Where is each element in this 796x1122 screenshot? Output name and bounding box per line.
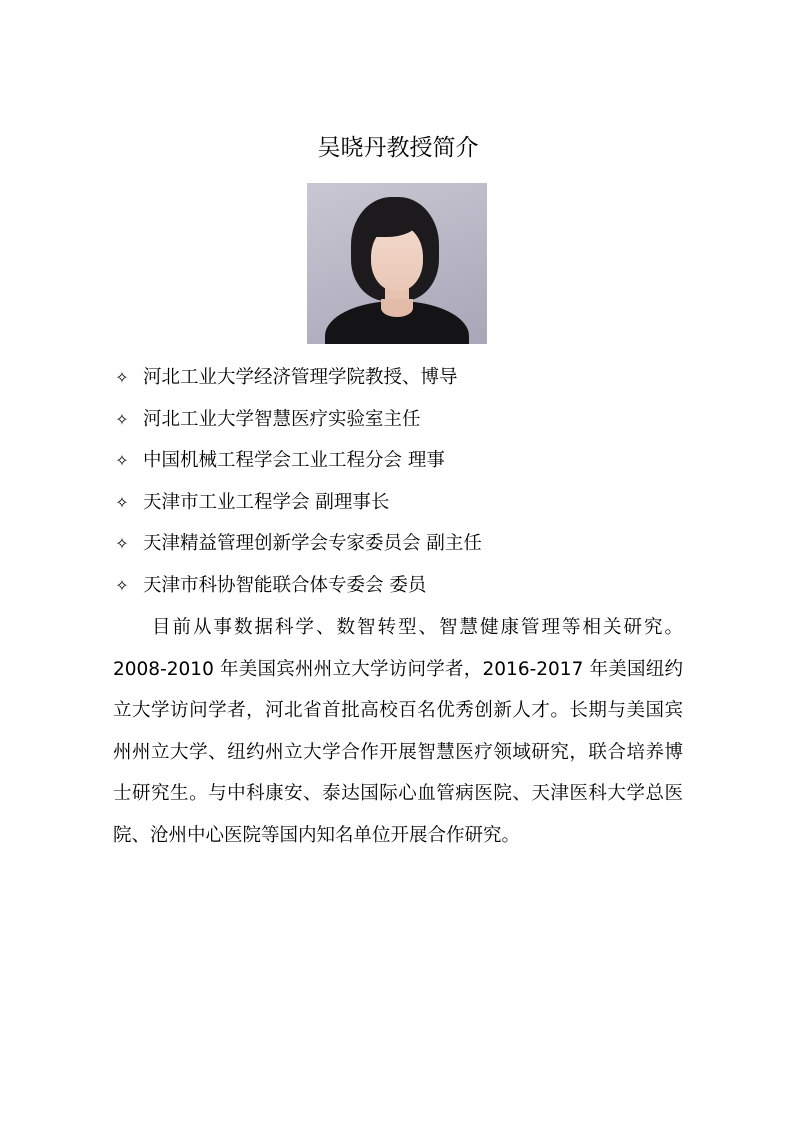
list-item-text: 天津市工业工程学会 副理事长 — [143, 491, 390, 513]
bullet-star-icon: ✧ — [115, 368, 129, 387]
list-item-text: 天津市科协智能联合体专委会 委员 — [143, 574, 427, 596]
portrait-photo — [307, 183, 487, 344]
bullet-star-icon: ✧ — [115, 492, 129, 512]
list-item — [113, 523, 683, 565]
paragraph-line: 2008-2010 年美国宾州州立大学访问学者，2016-2017 年美国纽约 — [113, 658, 683, 680]
portrait-collar — [381, 299, 413, 317]
list-item-text: 天津精益管理创新学会专家委员会 副主任 — [143, 533, 482, 554]
page-title: 吴晓丹教授简介 — [317, 135, 479, 161]
paragraph-line: 州州立大学、纽约州立大学合作开展智慧医疗领域研究，联合培养博 — [113, 741, 683, 763]
paragraph-line: 目前从事数据科学、数智转型、智慧健康管理等相关研究。 — [152, 617, 683, 638]
paragraph-line: 院、沧州中心医院等国内知名单位开展合作研究。 — [113, 824, 521, 846]
list-item-text: 河北工业大学智慧医疗实验室主任 — [143, 408, 421, 430]
list-item — [113, 565, 683, 607]
list-item — [113, 357, 683, 399]
list-item-text: 中国机械工程学会工业工程分会 理事 — [143, 450, 445, 471]
paragraph-line: 士研究生。与中科康安、泰达国际心血管病医院、天津医科大学总医 — [113, 783, 683, 804]
list-item — [113, 482, 683, 524]
list-item — [113, 399, 683, 441]
bullet-star-icon: ✧ — [115, 534, 129, 553]
list-item-text: 河北工业大学经济管理学院教授、博导 — [143, 367, 458, 388]
intro-paragraph — [113, 607, 683, 856]
bullet-star-icon: ✧ — [115, 409, 129, 429]
bullet-star-icon: ✧ — [115, 575, 129, 595]
bullet-star-icon: ✧ — [115, 451, 129, 470]
paragraph-line: 立大学访问学者，河北省首批高校百名优秀创新人才。长期与美国宾 — [113, 700, 683, 721]
list-item — [113, 440, 683, 482]
titles-list — [113, 357, 683, 606]
